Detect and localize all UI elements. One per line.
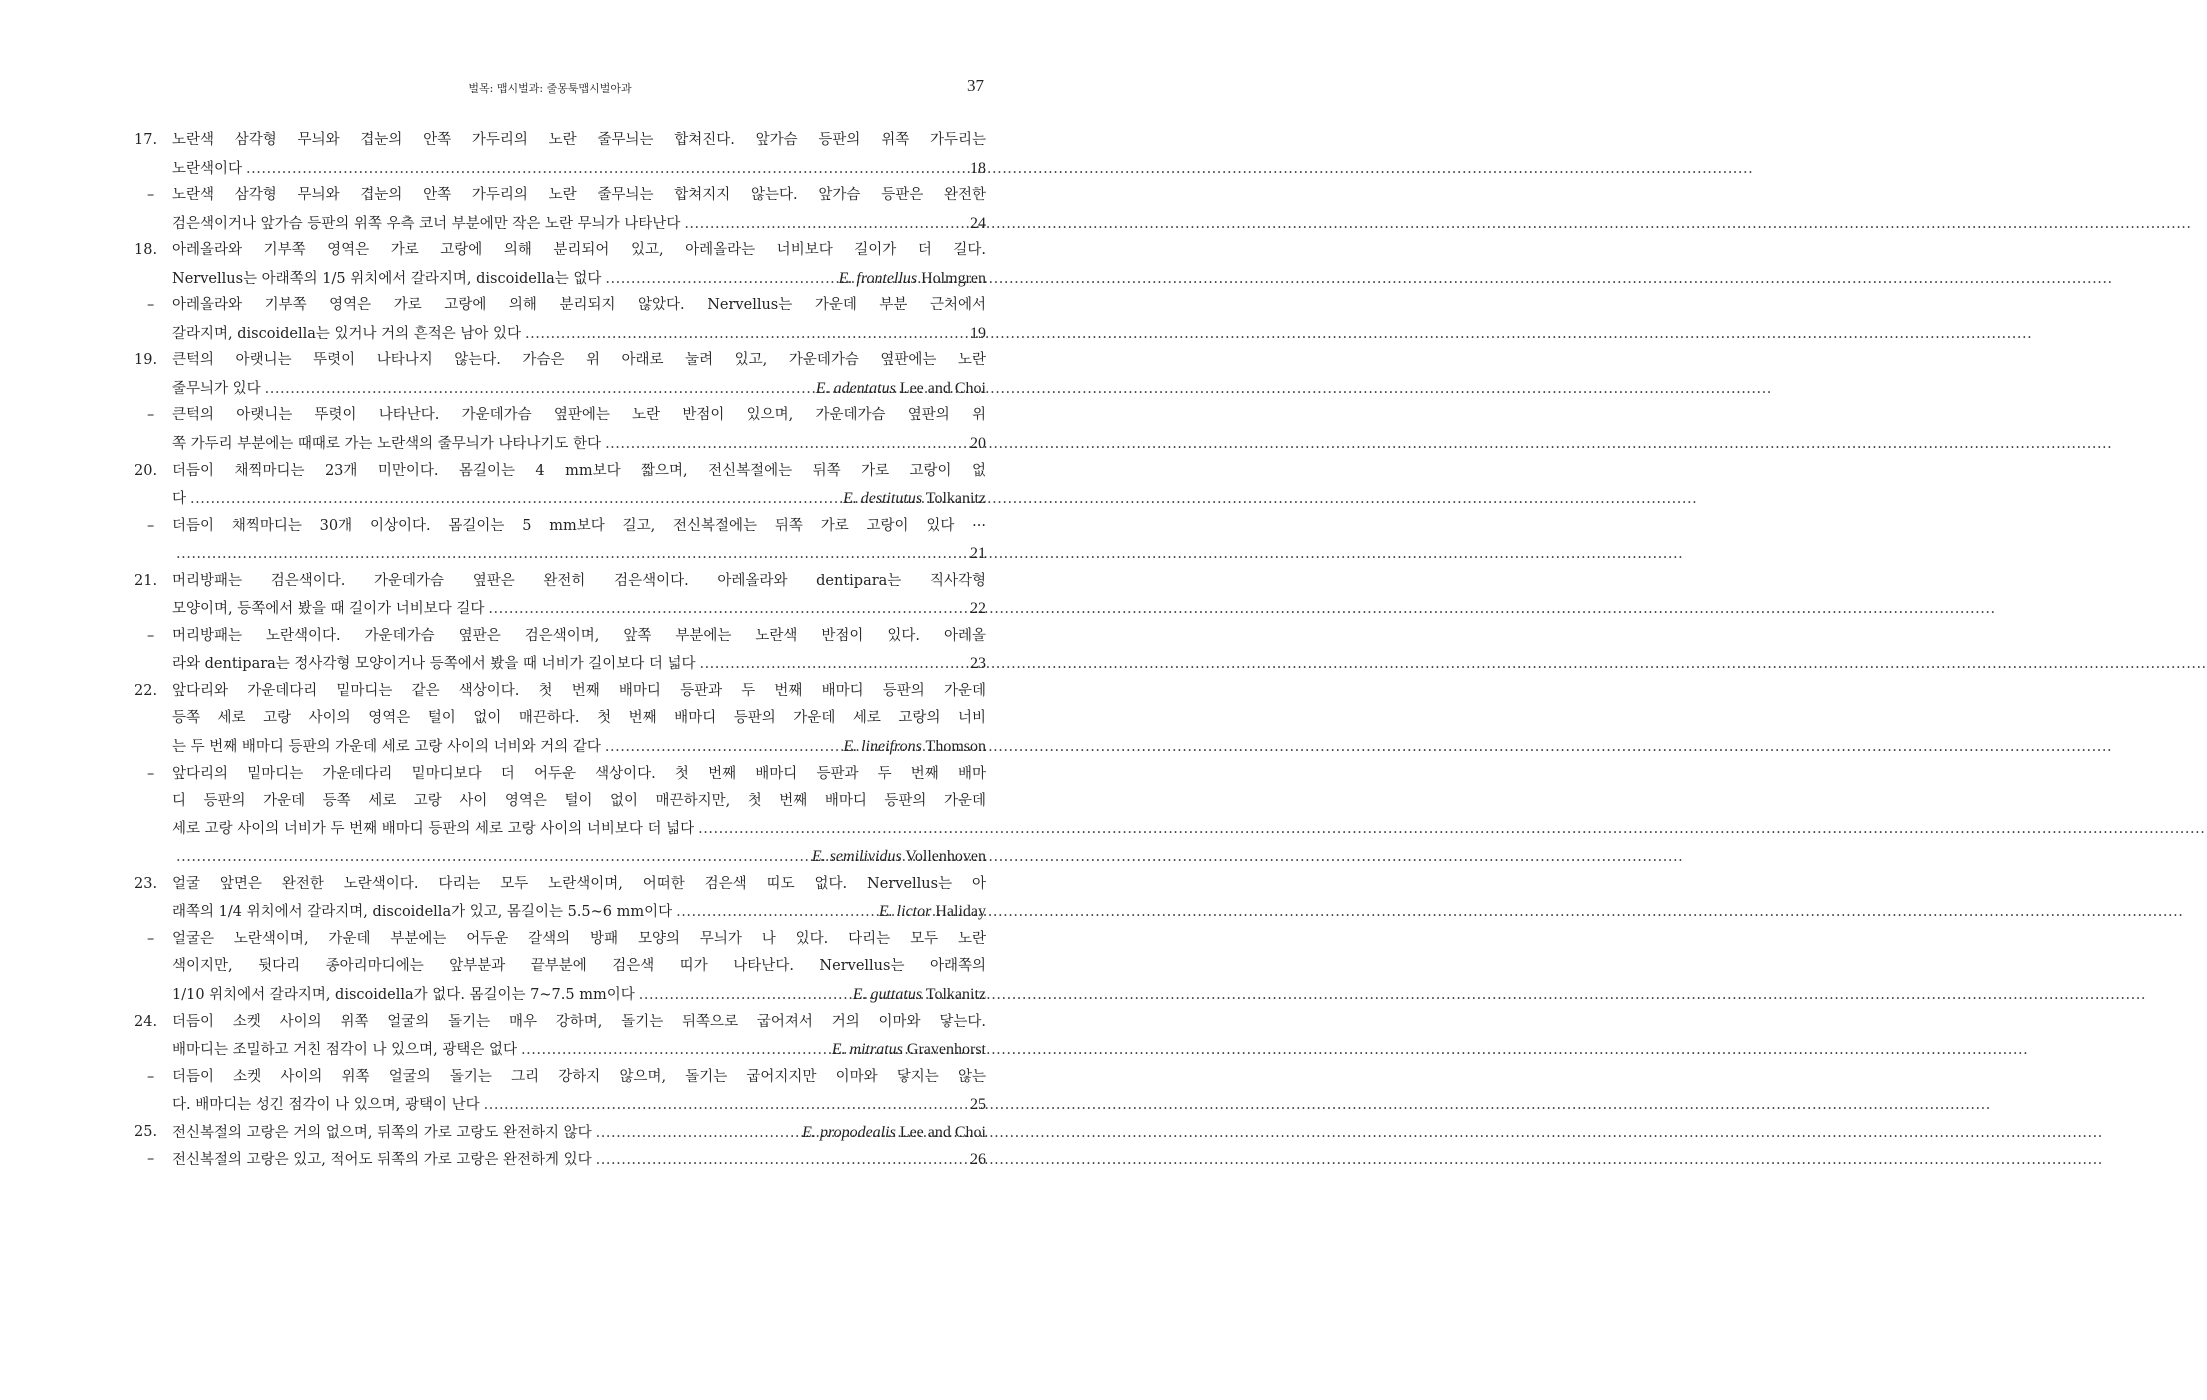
dot-leader (525, 323, 966, 346)
species-author: Gravenhorst (906, 1041, 986, 1059)
key-line (134, 652, 986, 675)
key-line (134, 570, 986, 593)
go-to-couplet-number: 25 (970, 1096, 986, 1114)
key-line (134, 735, 986, 758)
key-line-text: 라와 dentipara는 정사각형 모양이거나 등쪽에서 봤을 때 너비가 길이보다 더 넓다 (172, 656, 696, 673)
species-author: Vollenhoven (905, 848, 986, 866)
key-line (134, 1011, 986, 1034)
key-line (134, 625, 986, 648)
dot-leader (265, 378, 812, 401)
identification-key (134, 129, 986, 1176)
page-header (0, 76, 1100, 100)
key-result (853, 983, 986, 1006)
key-line (134, 1093, 986, 1116)
key-result (970, 212, 986, 235)
go-to-couplet-number: 22 (970, 600, 986, 618)
key-line (134, 763, 986, 786)
key-result (843, 735, 986, 758)
key-line-text: 검은색이거나 앞가슴 등판의 위쪽 우측 코너 부분에만 작은 노란 무늬가 나타난다 (172, 215, 681, 232)
couplet-alternative-dash: – (147, 627, 155, 644)
key-line (134, 432, 986, 455)
key-line (134, 983, 986, 1006)
key-line-text: 등쪽 세로 고랑 사이의 영역은 털이 없이 매끈하다. 첫 번째 배마디 등판의 가운데 세로 고랑의 너비 (172, 710, 986, 727)
running-title: 벌목: 맵시벌과: 줄몽툭맵시벌아과 (468, 82, 632, 95)
key-line (134, 1066, 986, 1089)
key-result (970, 1148, 986, 1171)
species-author: Lee and Choi (899, 1123, 986, 1141)
go-to-couplet-number: 24 (970, 214, 986, 232)
dot-leader (699, 653, 966, 676)
key-line (134, 928, 986, 951)
dot-leader (484, 1094, 966, 1117)
key-line (134, 349, 986, 372)
key-line-text: 세로 고랑 사이의 너비가 두 번째 배마디 등판의 세로 고랑 사이의 너비보다 더 넓다 (172, 820, 695, 837)
couplet-number: 23. (134, 875, 158, 892)
species-author: Thomson (925, 738, 986, 756)
key-line (134, 955, 986, 978)
key-line-text: 디 등판의 가운데 등쪽 세로 고랑 사이 영역은 털이 없이 매끈하지만, 첫 번째 배마디 등판의 가운데 (172, 793, 986, 810)
key-line-text: 더듬이 채찍마디는 23개 미만이다. 몸길이는 4 mm보다 짧으며, 전신복절에는 뒤쪽 가로 고랑이 없 (172, 462, 986, 479)
dot-leader (605, 433, 966, 456)
key-line (134, 900, 986, 923)
go-to-couplet-number: 26 (970, 1151, 986, 1169)
key-line-text: 다 (172, 491, 187, 508)
key-line (134, 515, 986, 538)
couplet-alternative-dash: – (147, 765, 155, 782)
dot-leader (488, 598, 966, 621)
couplet-number: 22. (134, 682, 158, 699)
key-line-text: 앞다리의 밑마디는 가운데다리 밑마디보다 더 어두운 색상이다. 첫 번째 배마디 등판과 두 번째 배마 (172, 765, 986, 782)
key-line-text: 얼굴 앞면은 완전한 노란색이다. 다리는 모두 노란색이며, 어떠한 검은색 띠도 없다. Nervellus는 아 (172, 875, 986, 892)
species-name: E. lictor (878, 903, 932, 921)
species-author: Tolkanitz (925, 985, 986, 1003)
couplet-alternative-dash: – (147, 1068, 155, 1085)
couplet-alternative-dash: – (147, 930, 155, 947)
dot-leader (676, 901, 875, 924)
couplet-number: 25. (134, 1123, 158, 1140)
species-author: Lee and Choi (899, 379, 986, 397)
couplet-number: 17. (134, 132, 158, 148)
key-line (134, 212, 986, 235)
key-line (134, 267, 986, 290)
species-author: Holmgren (921, 269, 986, 287)
dot-leader (176, 543, 966, 566)
dot-leader (176, 846, 808, 869)
couplet-number: 19. (134, 352, 158, 369)
key-result (812, 845, 986, 868)
go-to-couplet-number: 20 (970, 435, 986, 453)
key-line-text: 아레올라와 기부쪽 영역은 가로 고랑에 의해 분리되지 않았다. Nervellus는 가운데 부분 근처에서 (172, 297, 986, 314)
key-result (832, 1038, 986, 1061)
key-line-text: 전신복절의 고랑은 있고, 적어도 뒤쪽의 가로 고랑은 완전하게 있다 (172, 1152, 592, 1169)
go-to-couplet-number: 18 (970, 159, 986, 177)
go-to-couplet-number: 19 (970, 324, 986, 342)
dot-leader (596, 1122, 799, 1145)
key-line-text: 는 두 번째 배마디 등판의 가운데 세로 고랑 사이의 너비와 거의 같다 (172, 739, 601, 756)
species-name: E. semilividus (811, 848, 902, 866)
species-name: E. frontellus (838, 269, 918, 287)
species-name: E. guttatus (852, 985, 923, 1003)
key-line (134, 322, 986, 345)
key-line-text: 다. 배마디는 성긴 점각이 나 있으며, 광택이 난다 (172, 1097, 480, 1114)
couplet-alternative-dash: – (147, 187, 155, 204)
key-line (134, 129, 986, 152)
key-line-text: 아레올라와 기부쪽 영역은 가로 고랑에 의해 분리되어 있고, 아레올라는 너비보다 길이가 더 길다. (172, 242, 986, 259)
key-line-text: 노란색 삼각형 무늬와 겹눈의 안쪽 가두리의 노란 줄무늬는 합쳐진다. 앞가슴 등판의 위쪽 가두리는 (172, 132, 986, 148)
key-result (839, 267, 986, 290)
key-result (970, 432, 986, 455)
key-result (802, 1121, 986, 1144)
couplet-number: 18. (134, 242, 158, 259)
dot-leader (246, 158, 966, 181)
key-line (134, 487, 986, 510)
key-line-text: 얼굴은 노란색이며, 가운데 부분에는 어두운 갈색의 방패 모양의 무늬가 나 있다. 다리는 모두 노란 (172, 930, 986, 947)
key-line (134, 680, 986, 703)
key-line (134, 845, 986, 868)
key-result (970, 1093, 986, 1116)
dot-leader (698, 818, 982, 841)
key-line (134, 294, 986, 317)
species-name: E. mitratus (831, 1041, 903, 1059)
dot-leader (605, 736, 839, 759)
key-result (970, 542, 986, 565)
key-result (879, 900, 986, 923)
key-line (134, 377, 986, 400)
key-result (970, 322, 986, 345)
dot-leader (605, 268, 834, 291)
key-line (134, 790, 986, 813)
key-line-text: 노란색 삼각형 무늬와 겹눈의 안쪽 가두리의 노란 줄무늬는 합쳐지지 않는다. 앞가슴 등판은 완전한 (172, 187, 986, 204)
key-line-text: 머리방패는 검은색이다. 가운데가슴 옆판은 완전히 검은색이다. 아레올라와 dentipara는 직사각형 (172, 572, 986, 589)
couplet-number: 20. (134, 462, 158, 479)
species-author: Haliday (935, 903, 986, 921)
key-line-text: 앞다리와 가운데다리 밑마디는 같은 색상이다. 첫 번째 배마디 등판과 두 번째 배마디 등판의 가운데 (172, 682, 986, 699)
key-line-text: 전신복절의 고랑은 거의 없으며, 뒤쪽의 가로 고랑도 완전하지 않다 (172, 1124, 592, 1141)
key-line-text: Nervellus는 아래쪽의 1/5 위치에서 갈라지며, discoidella는 없다 (172, 270, 602, 287)
key-line-text: 배마디는 조밀하고 거친 점각이 나 있으며, 광택은 없다 (172, 1042, 518, 1059)
key-line-text: 색이지만, 뒷다리 종아리마디에는 앞부분과 끝부분에 검은색 띠가 나타난다. Nervellus는 아래쪽의 (172, 958, 986, 975)
key-line-text: 쪽 가두리 부분에는 때때로 가는 노란색의 줄무늬가 나타나기도 한다 (172, 436, 602, 453)
key-line (134, 404, 986, 427)
species-name: E. lineifrons (843, 738, 922, 756)
couplet-alternative-dash: – (147, 1151, 155, 1168)
couplet-alternative-dash: – (147, 407, 155, 424)
key-line-text: 큰턱의 아랫니는 뚜렷이 나타난다. 가운데가슴 옆판에는 노란 반점이 있으며, 가운데가슴 옆판의 위 (172, 407, 986, 424)
species-author: Tolkanitz (925, 490, 986, 508)
dot-leader (639, 984, 849, 1007)
key-line-text: 래쪽의 1/4 위치에서 갈라지며, discoidella가 있고, 몸길이는 5.5~6 mm이다 (172, 904, 673, 921)
key-line (134, 873, 986, 896)
couplet-number: 24. (134, 1013, 158, 1030)
key-line (134, 707, 986, 730)
key-line-text: 큰턱의 아랫니는 뚜렷이 나타나지 않는다. 가슴은 위 아래로 눌려 있고, 가운데가슴 옆판에는 노란 (172, 352, 986, 369)
key-line-text: 노란색이다 (172, 160, 243, 177)
dot-leader (684, 213, 966, 236)
key-line-text: 모양이며, 등쪽에서 봤을 때 길이가 너비보다 길다 (172, 601, 485, 618)
go-to-couplet-number: 23 (970, 655, 986, 673)
key-line (134, 157, 986, 180)
key-line (134, 184, 986, 207)
species-name: E. destitutus (842, 490, 923, 508)
key-line (134, 597, 986, 620)
dot-leader (596, 1149, 966, 1172)
key-line (134, 460, 986, 483)
key-result (970, 157, 986, 180)
go-to-couplet-number: 21 (970, 545, 986, 563)
key-result (970, 652, 986, 675)
key-result (816, 377, 986, 400)
key-line (134, 1038, 986, 1061)
couplet-alternative-dash: – (147, 297, 155, 314)
key-line-text: 더듬이 소켓 사이의 위쪽 얼굴의 돌기는 매우 강하며, 돌기는 뒤쪽으로 굽어져서 거의 이마와 닿는다. (172, 1013, 986, 1030)
key-line-text: 더듬이 채찍마디는 30개 이상이다. 몸길이는 5 mm보다 길고, 전신복절에는 뒤쪽 가로 고랑이 있다 ··· (172, 517, 986, 534)
key-line (134, 1121, 986, 1144)
key-line-text: 머리방패는 노란색이다. 가운데가슴 옆판은 검은색이며, 앞쪽 부분에는 노란색 반점이 있다. 아레올 (172, 627, 986, 644)
key-line-text: 더듬이 소켓 사이의 위쪽 얼굴의 돌기는 그리 강하지 않으며, 돌기는 굽어지지만 이마와 닿지는 않는 (172, 1068, 986, 1085)
species-name: E. adentatus (815, 379, 896, 397)
dot-leader (190, 488, 839, 511)
dot-leader (521, 1039, 828, 1062)
key-line-text: 1/10 위치에서 갈라지며, discoidella가 없다. 몸길이는 7~7.5 mm이다 (172, 986, 635, 1003)
key-line (134, 542, 986, 565)
species-name: E. propodealis (802, 1123, 896, 1141)
key-result (970, 597, 986, 620)
page-number: 37 (967, 76, 984, 95)
key-line-text: 줄무늬가 있다 (172, 380, 261, 397)
couplet-alternative-dash: – (147, 517, 155, 534)
key-line (134, 239, 986, 262)
key-line (134, 818, 986, 841)
couplet-number: 21. (134, 572, 158, 589)
key-result (843, 487, 986, 510)
key-line-text: 갈라지며, discoidella는 있거나 거의 흔적은 남아 있다 (172, 325, 522, 342)
key-line (134, 1148, 986, 1171)
